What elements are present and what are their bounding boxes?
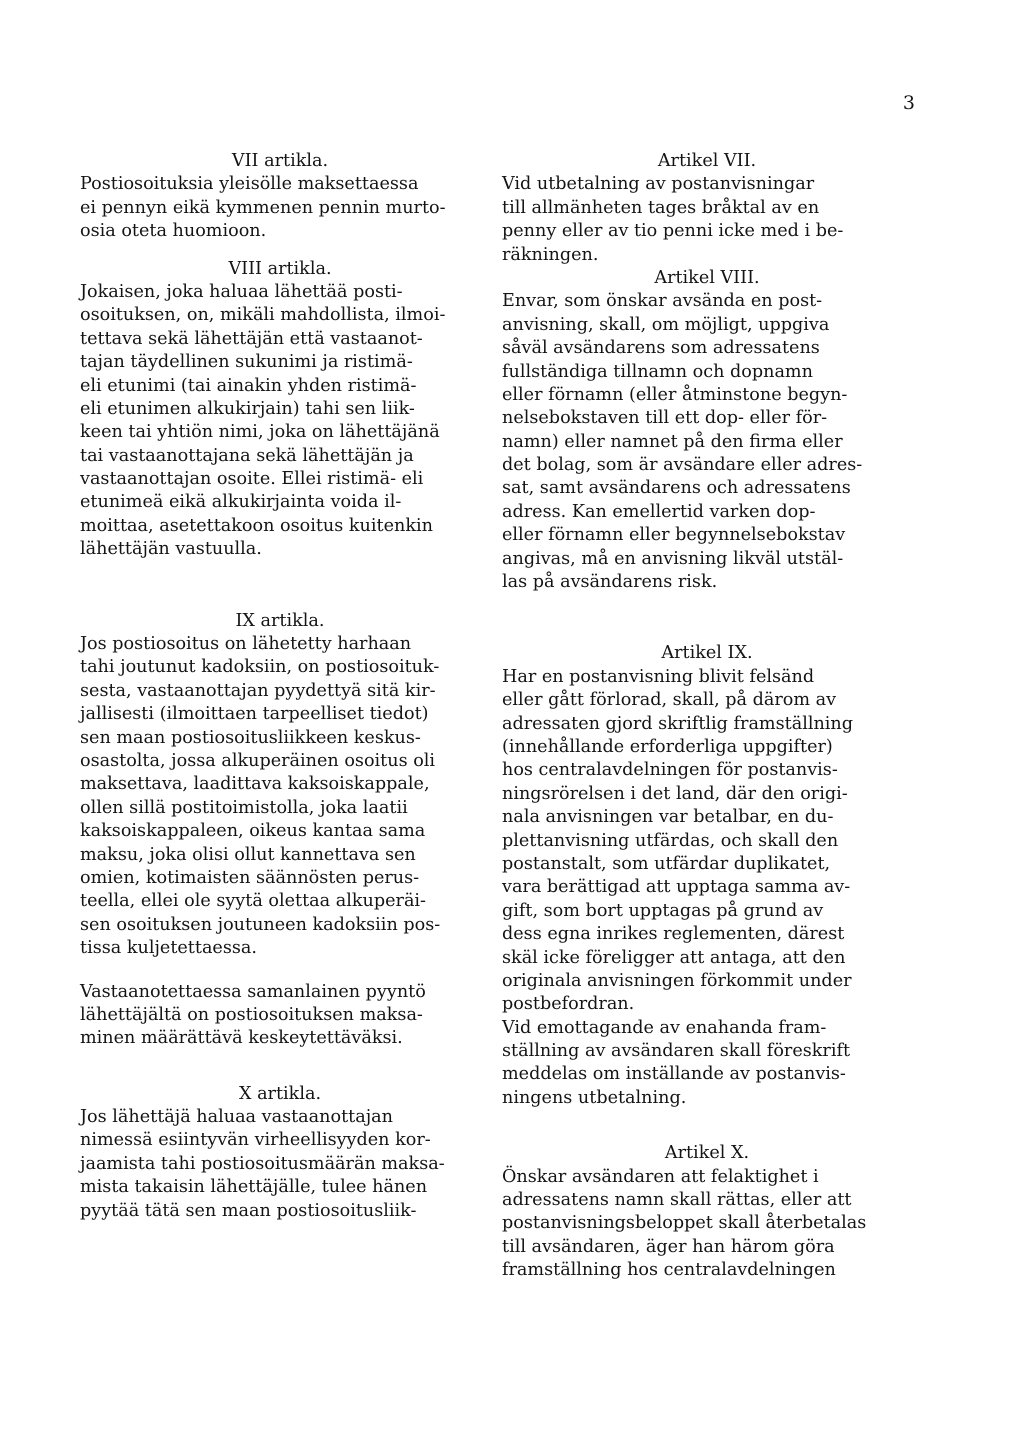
text-line: sen osoituksen joutuneen kadoksiin pos-: [80, 914, 441, 935]
text-line: namn) eller namnet på den firma eller: [502, 431, 843, 452]
text-line: (innehållande erforderliga uppgifter): [502, 736, 833, 757]
text-line: eller förnamn (eller åtminstone begyn-: [502, 384, 848, 405]
text-line: fullständiga tillnamn och dopnamn: [502, 361, 813, 382]
paragraph: [80, 981, 480, 1051]
text-line: osastolta, jossa alkuperäinen osoitus oli: [80, 750, 436, 771]
text-line: nimessä esiintyvän virheellisyyden kor-: [80, 1130, 431, 1151]
paragraph: [80, 633, 480, 960]
left-column: [80, 150, 480, 1223]
text-line: Jokaisen, joka haluaa lähettää posti-: [80, 281, 403, 302]
text-line: framställning hos centralavdelningen: [502, 1260, 836, 1281]
text-line: moittaa, asetettakoon osoitus kuitenkin: [80, 515, 433, 536]
text-line: vara berättigad att upptaga samma av-: [502, 877, 851, 898]
section-viii-sv: [502, 267, 912, 594]
text-line: eli etunimen alkukirjain) tahi sen liik-: [80, 398, 415, 419]
text-line: angivas, må en anvisning likväl utstäl-: [502, 548, 844, 569]
paragraph: [502, 666, 912, 1017]
text-line: plettanvisning utfärdas, och skall den: [502, 830, 839, 851]
text-line: ställning av avsändaren skall föreskrift: [502, 1041, 851, 1062]
text-line: tajan täydellinen sukunimi ja ristimä-: [80, 352, 413, 373]
text-line: adress. Kan emellertid varken dop-: [502, 501, 816, 522]
text-line: såväl avsändarens som adressatens: [502, 338, 820, 359]
text-line: det bolag, som är avsändare eller adres-: [502, 455, 863, 476]
text-line: postanstalt, som utfärdar duplikatet,: [502, 853, 831, 874]
paragraph: [502, 1017, 912, 1111]
text-line: keen tai yhtiön nimi, joka on lähettäjänä: [80, 422, 440, 443]
right-column: [502, 150, 912, 1283]
text-line: till avsändaren, äger han härom göra: [502, 1236, 835, 1257]
text-line: till allmänheten tages bråktal av en: [502, 197, 820, 218]
paragraph: [502, 173, 912, 267]
text-line: lähettäjän vastuulla.: [80, 539, 262, 560]
paragraph: [80, 173, 480, 243]
text-line: meddelas om inställande av postanvis-: [502, 1064, 846, 1085]
section-vii-sv: [502, 150, 912, 267]
section-x-fi: [80, 1083, 480, 1223]
text-line: penny eller av tio penni icke med i be-: [502, 221, 844, 242]
text-line: skäl icke föreligger att antaga, att den: [502, 947, 846, 968]
paragraph: [502, 1166, 912, 1283]
section-ix-sv: [502, 642, 912, 1110]
text-line: räkningen.: [502, 244, 599, 265]
text-line: postanvisningsbeloppet skall återbetalas: [502, 1213, 867, 1234]
text-line: Önskar avsändaren att felaktighet i: [502, 1166, 819, 1187]
text-line: lähettäjältä on postiosoituksen maksa-: [80, 1004, 423, 1025]
section-heading: X artikla.: [238, 1083, 322, 1104]
text-line: dess egna inrikes reglementen, därest: [502, 924, 845, 945]
section-heading: VIII artikla.: [228, 258, 332, 279]
text-line: ningens utbetalning.: [502, 1087, 687, 1108]
text-line: Jos lähettäjä haluaa vastaanottajan: [80, 1107, 393, 1128]
paragraph: [80, 281, 480, 562]
text-line: teella, ellei ole syytä olettaa alkuperäi-: [80, 891, 426, 912]
text-line: jallisesti (ilmoittaen tarpeelliset tiedot): [80, 704, 429, 725]
text-line: pyytää tätä sen maan postiosoitusliik-: [80, 1200, 417, 1221]
text-line: las på avsändarens risk.: [502, 572, 718, 593]
section-heading: Artikel VIII.: [654, 267, 760, 288]
text-line: ei pennyn eikä kymmenen pennin murto-: [80, 197, 446, 218]
text-line: eller gått förlorad, skall, på därom av: [502, 690, 837, 711]
text-line: hos centralavdelningen för postanvis-: [502, 760, 838, 781]
text-line: Postiosoituksia yleisölle maksettaessa: [80, 174, 419, 195]
text-line: tahi joutunut kadoksiin, on postiosoituk-: [80, 657, 440, 678]
section-vii-fi: [80, 150, 480, 244]
text-line: ningsrörelsen i det land, där den origi-: [502, 783, 848, 804]
text-line: tissa kuljetettaessa.: [80, 938, 257, 959]
text-line: omien, kotimaisten säännösten perus-: [80, 867, 420, 888]
section-heading: Artikel VII.: [657, 151, 757, 171]
text-line: osoituksen, on, mikäli mahdollista, ilmoi-: [80, 305, 446, 326]
text-line: nelsebokstaven till ett dop- eller för-: [502, 408, 828, 429]
text-line: eli etunimi (tai ainakin yhden ristimä-: [80, 375, 417, 396]
section-x-sv: [502, 1142, 912, 1282]
text-line: mista takaisin lähettäjälle, tulee hänen: [80, 1177, 428, 1198]
text-line: adressatens namn skall rättas, eller att: [502, 1190, 852, 1211]
text-line: maksu, joka olisi ollut kannettava sen: [80, 844, 416, 865]
text-line: jaamista tahi postiosoitusmäärän maksa-: [80, 1153, 445, 1174]
text-line: originala anvisningen förkommit under: [502, 970, 852, 991]
section-heading: Artikel IX.: [661, 643, 753, 664]
text-line: sesta, vastaanottajan pyydettyä sitä kir-: [80, 680, 436, 701]
section-heading: VII artikla.: [231, 151, 329, 171]
text-line: Envar, som önskar avsända en post-: [502, 291, 823, 312]
text-line: sat, samt avsändarens och adressatens: [502, 478, 851, 499]
text-line: minen määrättävä keskeytettäväksi.: [80, 1028, 403, 1049]
text-line: eller förnamn eller begynnelsebokstav: [502, 525, 846, 546]
page-number: 3: [902, 92, 916, 114]
text-line: adressaten gjord skriftlig framställning: [502, 713, 854, 734]
paragraph: [502, 290, 912, 594]
text-line: kaksoiskappaleen, oikeus kantaa sama: [80, 821, 426, 842]
text-line: nala anvisningen var betalbar, en du-: [502, 807, 834, 828]
text-line: postbefordran.: [502, 994, 635, 1015]
paragraph: [80, 1106, 480, 1223]
section-heading: IX artikla.: [235, 610, 325, 631]
text-line: ollen sillä postitoimistolla, joka laatii: [80, 797, 408, 818]
text-line: Vid emottagande av enahanda fram-: [502, 1017, 827, 1038]
text-line: sen maan postiosoitusliikkeen keskus-: [80, 727, 421, 748]
text-line: etunimeä eikä alkukirjainta voida il-: [80, 492, 402, 513]
text-line: osia oteta huomioon.: [80, 221, 267, 242]
text-line: Vid utbetalning av postanvisningar: [502, 174, 815, 195]
text-line: vastaanottajan osoite. Ellei ristimä- eli: [80, 469, 424, 490]
text-line: Har en postanvisning blivit felsänd: [502, 666, 815, 687]
text-line: Jos postiosoitus on lähetetty harhaan: [80, 634, 412, 655]
text-line: Vastaanotettaessa samanlainen pyyntö: [80, 981, 426, 1002]
text-line: tettava sekä lähettäjän että vastaanot-: [80, 328, 423, 349]
text-line: tai vastaanottajana sekä lähettäjän ja: [80, 445, 414, 466]
section-heading: Artikel X.: [664, 1143, 750, 1164]
section-ix-fi: [80, 610, 480, 1051]
text-line: gift, som bort upptagas på grund av: [502, 900, 824, 921]
section-viii-fi: [80, 258, 480, 562]
text-line: anvisning, skall, om möjligt, uppgiva: [502, 314, 830, 335]
text-line: maksettava, laadittava kaksoiskappale,: [80, 774, 430, 795]
